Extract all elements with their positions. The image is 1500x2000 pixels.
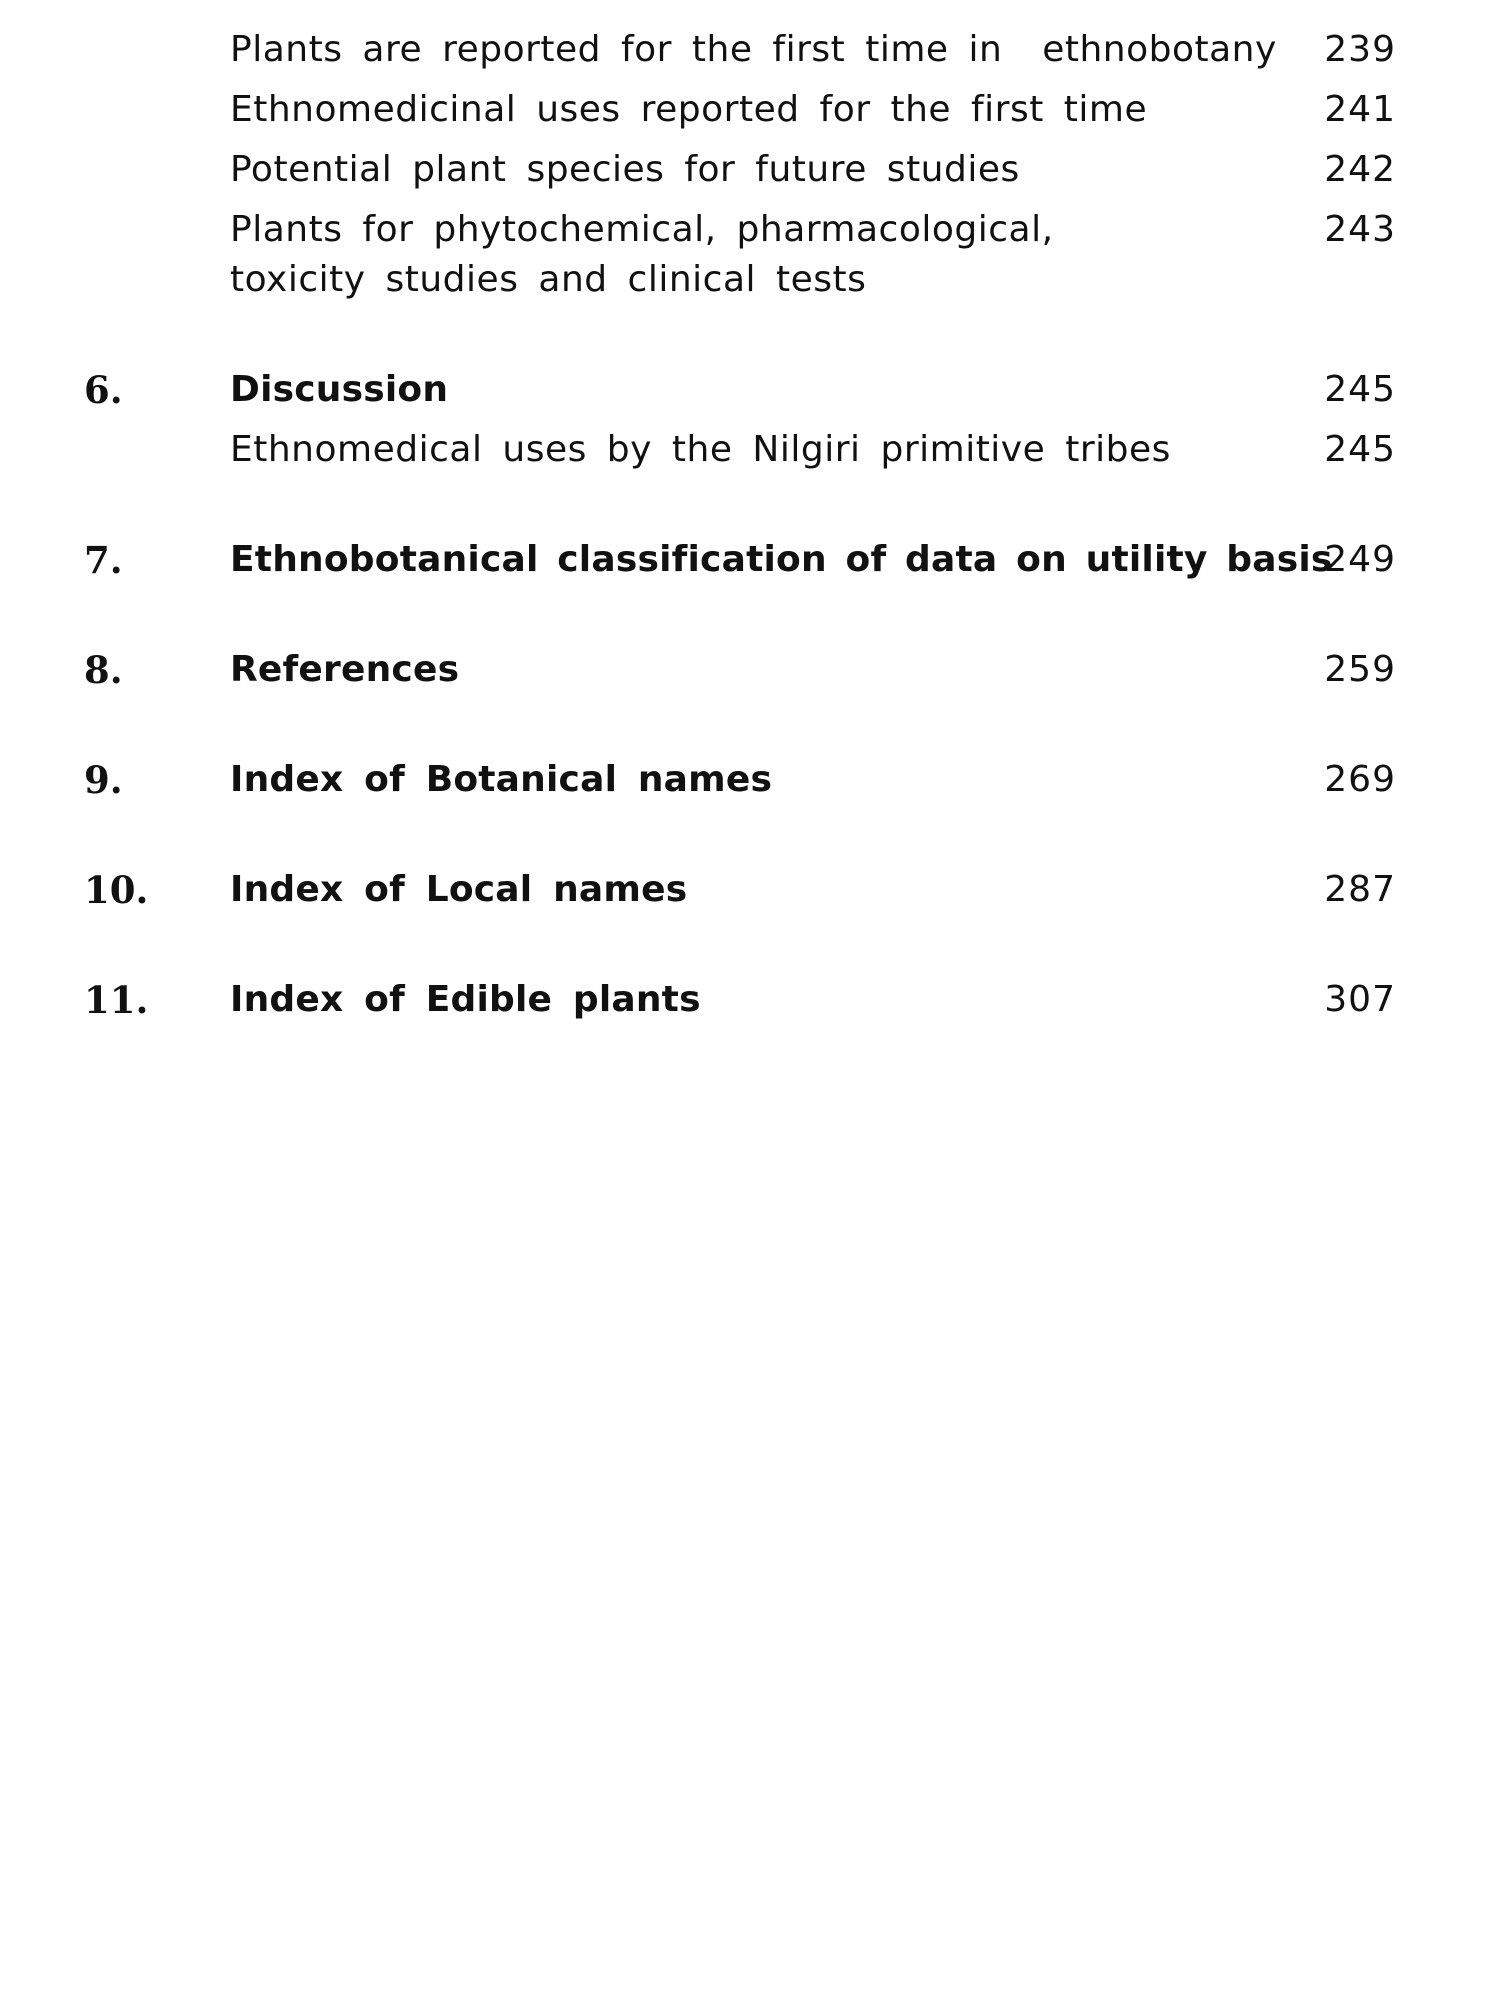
toc-page-number: 239 xyxy=(1324,29,1396,70)
toc-section-8 xyxy=(0,640,1500,700)
toc-section-title: Index of Botanical names xyxy=(230,759,773,800)
toc-subentry-title: Plants for phytochemical, pharmacological, xyxy=(230,209,1054,250)
toc-section-number: 7. xyxy=(84,538,123,582)
toc-section-title: References xyxy=(230,649,460,690)
toc-page-number: 245 xyxy=(1324,429,1396,470)
toc-page-number: 243 xyxy=(1324,209,1396,250)
toc-subentry-title: toxicity studies and clinical tests xyxy=(230,259,867,300)
toc-section-11 xyxy=(0,970,1500,1030)
toc-subentry-title: Ethnomedicinal uses reported for the first time xyxy=(230,89,1148,130)
toc-page-number: 242 xyxy=(1324,149,1396,190)
toc-section-7 xyxy=(0,530,1500,590)
toc-subentry-title: Ethnomedical uses by the Nilgiri primitive tribes xyxy=(230,429,1171,470)
toc-section-title: Index of Local names xyxy=(230,869,688,910)
toc-section-title: Discussion xyxy=(230,369,449,410)
toc-section-number: 8. xyxy=(84,648,123,692)
toc-page-number: 259 xyxy=(1324,649,1396,690)
toc-section-title: Ethnobotanical classification of data on utility basis xyxy=(230,539,1333,580)
toc-section-number: 11. xyxy=(84,978,149,1022)
toc-subentry-title: Potential plant species for future studies xyxy=(230,149,1020,190)
toc-section-10 xyxy=(0,860,1500,920)
toc-subentry xyxy=(0,80,1500,140)
toc-page-number: 249 xyxy=(1324,539,1396,580)
toc-page-number: 241 xyxy=(1324,89,1396,130)
toc-subentry xyxy=(0,420,1500,480)
toc-subentry xyxy=(0,140,1500,200)
toc-section-number: 9. xyxy=(84,758,123,802)
toc-section-number: 10. xyxy=(84,868,149,912)
toc-section-6 xyxy=(0,360,1500,420)
toc-page-number: 269 xyxy=(1324,759,1396,800)
toc-subentry xyxy=(0,20,1500,80)
toc-section-9 xyxy=(0,750,1500,810)
toc-subentry-title: Plants are reported for the first time in ethnobotany xyxy=(230,29,1277,70)
toc-page-number: 307 xyxy=(1324,979,1396,1020)
toc-section-title: Index of Edible plants xyxy=(230,979,701,1020)
toc-section-number: 6. xyxy=(84,368,123,412)
toc-page-number: 287 xyxy=(1324,869,1396,910)
toc-page-number: 245 xyxy=(1324,369,1396,410)
toc-subentry-continuation xyxy=(0,250,1500,310)
